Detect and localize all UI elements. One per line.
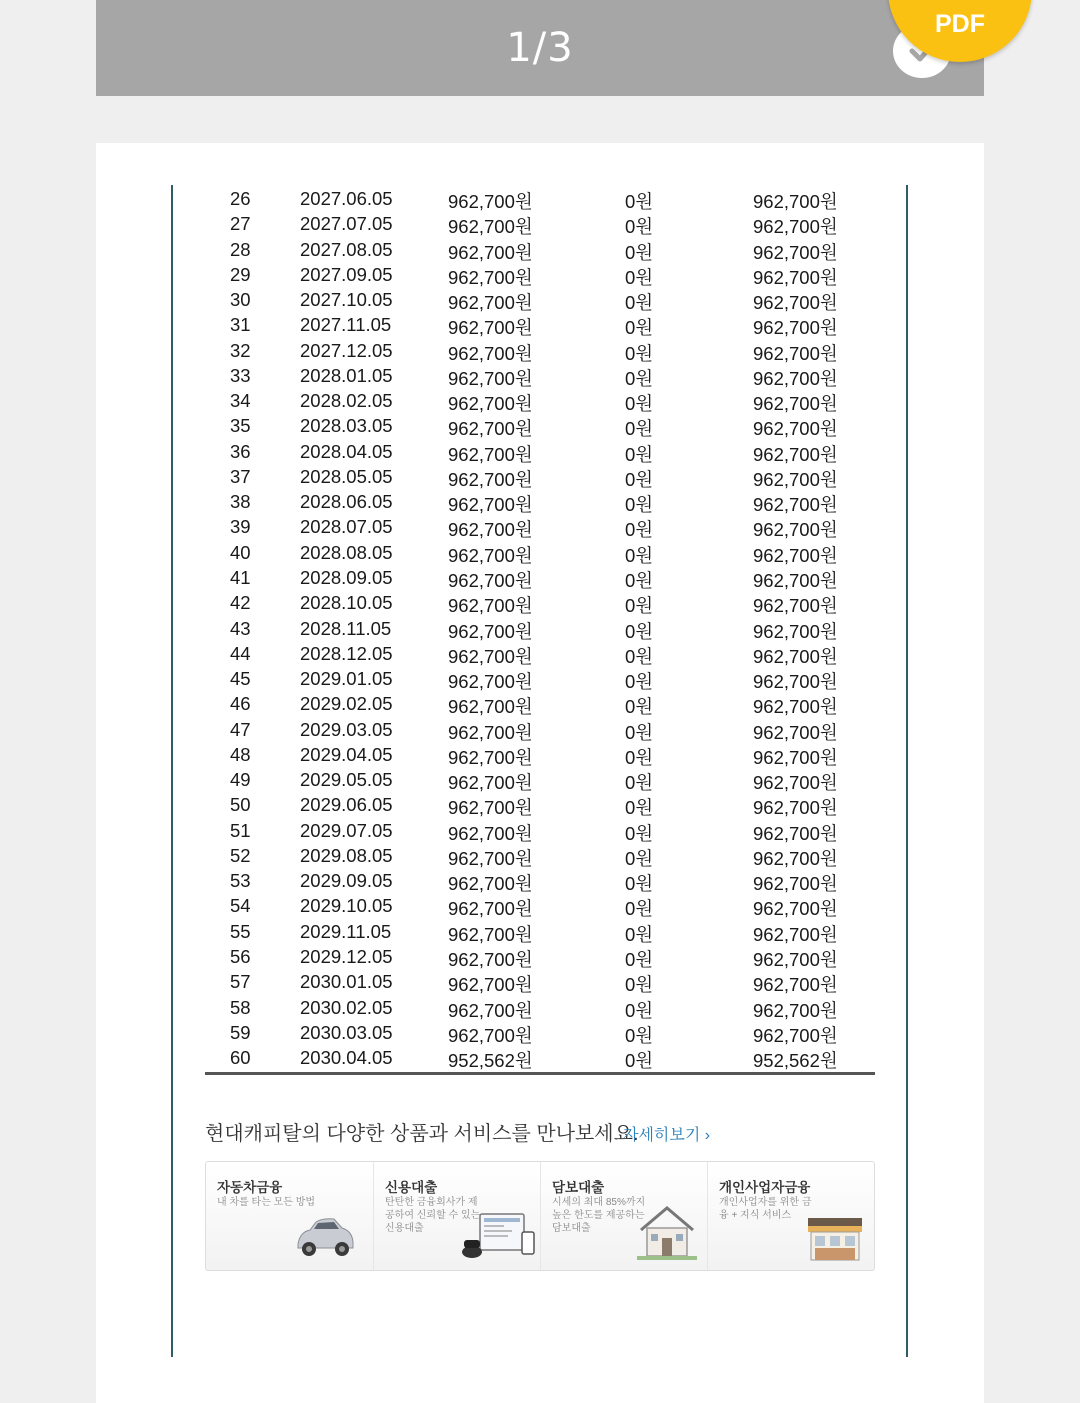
table-row (96, 1019, 984, 1044)
payment-date: 2028.08.05 (300, 541, 393, 563)
promo-card-title: 개인사업자금융 (719, 1180, 811, 1195)
payment-amount: 962,700원 (448, 645, 533, 667)
installment-number: 43 (230, 617, 251, 639)
installment-number: 52 (230, 844, 251, 866)
payment-date: 2030.02.05 (300, 996, 393, 1018)
payment-date: 2028.05.05 (300, 465, 393, 487)
total-amount: 962,700원 (753, 519, 838, 541)
table-row (96, 438, 984, 463)
promo-card-business[interactable] (707, 1162, 875, 1270)
payment-date: 2028.03.05 (300, 415, 393, 437)
table-row (96, 867, 984, 895)
extra-amount: 0원 (625, 595, 654, 617)
table-row (96, 463, 984, 488)
extra-amount: 0원 (625, 317, 654, 339)
table-row (96, 210, 984, 238)
total-amount: 962,700원 (753, 191, 838, 212)
table-row (96, 690, 984, 718)
payment-date: 2028.07.05 (300, 516, 393, 538)
payment-amount: 962,700원 (448, 468, 533, 490)
extra-amount: 0원 (625, 468, 654, 490)
repayment-schedule-table (96, 185, 984, 1072)
total-amount: 962,700원 (753, 216, 838, 238)
total-amount: 962,700원 (753, 266, 838, 288)
installment-number: 32 (230, 339, 251, 361)
payment-amount: 962,700원 (448, 772, 533, 794)
promo-card-desc: 시세의 최대 85%까지 높은 한도를 제공하는 담보대출 (552, 1197, 646, 1234)
installment-number: 41 (230, 566, 251, 588)
payment-date: 2027.10.05 (300, 289, 393, 311)
extra-amount: 0원 (625, 241, 654, 263)
installment-number: 57 (230, 971, 251, 993)
payment-amount: 962,700원 (448, 948, 533, 970)
extra-amount: 0원 (625, 746, 654, 768)
extra-amount: 0원 (625, 822, 654, 844)
payment-amount: 952,562원 (448, 1050, 533, 1072)
total-amount: 962,700원 (753, 696, 838, 718)
extra-amount: 0원 (625, 216, 654, 238)
promo-title: 현대캐피탈의 다양한 상품과 서비스를 만나보세요. (205, 1123, 639, 1145)
table-row (96, 615, 984, 640)
table-row (96, 311, 984, 339)
payment-date: 2027.11.05 (300, 314, 392, 336)
payment-date: 2028.11.05 (300, 617, 392, 639)
table-row (96, 286, 984, 314)
extra-amount: 0원 (625, 1050, 654, 1072)
total-amount: 962,700원 (753, 595, 838, 617)
extra-amount: 0원 (625, 620, 654, 642)
payment-date: 2029.03.05 (300, 718, 393, 740)
payment-date: 2029.11.05 (300, 920, 392, 942)
payment-amount: 962,700원 (448, 292, 533, 314)
promo-card-desc: 개인사업자를 위한 금융 + 지식 서비스 (719, 1197, 812, 1221)
table-bottom-rule (205, 1072, 875, 1075)
promo-card-title: 담보대출 (552, 1180, 605, 1195)
payment-amount: 962,700원 (448, 544, 533, 566)
payment-date: 2028.01.05 (300, 364, 393, 386)
total-amount: 962,700원 (753, 292, 838, 314)
installment-number: 34 (230, 390, 251, 412)
installment-number: 35 (230, 415, 251, 437)
payment-date: 2029.05.05 (300, 769, 393, 791)
total-amount: 962,700원 (753, 797, 838, 819)
installment-number: 58 (230, 996, 251, 1018)
extra-amount: 0원 (625, 847, 654, 869)
store-icon (806, 1216, 864, 1262)
payment-date: 2029.06.05 (300, 794, 393, 816)
table-row (96, 716, 984, 741)
extra-amount: 0원 (625, 923, 654, 945)
extra-amount: 0원 (625, 721, 654, 743)
extra-amount: 0원 (625, 645, 654, 667)
payment-amount: 962,700원 (448, 671, 533, 693)
extra-amount: 0원 (625, 544, 654, 566)
installment-number: 60 (230, 1047, 251, 1069)
installment-number: 42 (230, 592, 251, 614)
payment-date: 2028.09.05 (300, 566, 393, 588)
extra-amount: 0원 (625, 342, 654, 364)
installment-number: 53 (230, 870, 251, 892)
payment-amount: 962,700원 (448, 241, 533, 263)
extra-amount: 0원 (625, 418, 654, 440)
total-amount: 962,700원 (753, 620, 838, 642)
total-amount: 962,700원 (753, 1024, 838, 1046)
payment-amount: 962,700원 (448, 999, 533, 1021)
installment-number: 31 (230, 314, 251, 336)
total-amount: 962,700원 (753, 898, 838, 920)
installment-number: 29 (230, 263, 251, 285)
table-row (96, 665, 984, 693)
extra-amount: 0원 (625, 367, 654, 389)
table-row (96, 513, 984, 541)
table-row (96, 817, 984, 842)
table-row (96, 185, 984, 210)
payment-date: 2027.12.05 (300, 339, 393, 361)
extra-amount: 0원 (625, 999, 654, 1021)
document-page (96, 143, 984, 1403)
payment-date: 2027.09.05 (300, 263, 393, 285)
table-row (96, 766, 984, 794)
payment-date: 2028.04.05 (300, 440, 393, 462)
payment-amount: 962,700원 (448, 721, 533, 743)
payment-amount: 962,700원 (448, 443, 533, 465)
payment-amount: 962,700원 (448, 595, 533, 617)
viewer-toolbar (96, 0, 984, 96)
total-amount: 962,700원 (753, 847, 838, 869)
payment-amount: 962,700원 (448, 1024, 533, 1046)
payment-date: 2028.10.05 (300, 592, 393, 614)
installment-number: 40 (230, 541, 251, 563)
table-row (96, 1044, 984, 1072)
extra-amount: 0원 (625, 191, 654, 212)
payment-date: 2029.10.05 (300, 895, 393, 917)
extra-amount: 0원 (625, 797, 654, 819)
payment-amount: 962,700원 (448, 494, 533, 516)
extra-amount: 0원 (625, 519, 654, 541)
more-link[interactable]: 자세히보기 › (623, 1127, 711, 1144)
payment-amount: 962,700원 (448, 342, 533, 364)
page-indicator: 1/3 (506, 25, 574, 71)
payment-amount: 962,700원 (448, 519, 533, 541)
installment-number: 59 (230, 1021, 251, 1043)
table-row (96, 539, 984, 564)
promo-card-auto[interactable] (206, 1162, 373, 1270)
extra-amount: 0원 (625, 266, 654, 288)
total-amount: 962,700원 (753, 948, 838, 970)
total-amount: 962,700원 (753, 241, 838, 263)
installment-number: 51 (230, 819, 251, 841)
extra-amount: 0원 (625, 873, 654, 895)
installment-number: 26 (230, 188, 251, 209)
table-row (96, 261, 984, 286)
promo-card-desc: 탄탄한 금융회사가 제공하여 신뢰할 수 있는 신용대출 (385, 1197, 481, 1234)
payment-amount: 962,700원 (448, 923, 533, 945)
installment-number: 27 (230, 213, 251, 235)
payment-amount: 962,700원 (448, 418, 533, 440)
installment-number: 54 (230, 895, 251, 917)
promo-banner (205, 1161, 875, 1271)
installment-number: 55 (230, 920, 251, 942)
payment-date: 2029.02.05 (300, 693, 393, 715)
total-amount: 962,700원 (753, 746, 838, 768)
installment-number: 28 (230, 238, 251, 260)
payment-amount: 962,700원 (448, 317, 533, 339)
extra-amount: 0원 (625, 569, 654, 591)
extra-amount: 0원 (625, 671, 654, 693)
payment-date: 2029.04.05 (300, 743, 393, 765)
table-row (96, 412, 984, 440)
table-row (96, 640, 984, 665)
promo-card-desc: 내 차를 타는 모든 방법 (217, 1197, 316, 1208)
payment-amount: 962,700원 (448, 569, 533, 591)
payment-date: 2028.02.05 (300, 390, 393, 412)
payment-date: 2027.07.05 (300, 213, 393, 235)
payment-date: 2029.07.05 (300, 819, 393, 841)
total-amount: 962,700원 (753, 873, 838, 895)
payment-date: 2029.12.05 (300, 945, 393, 967)
payment-amount: 962,700원 (448, 191, 533, 212)
promo-card-secured[interactable] (540, 1162, 708, 1270)
table-row (96, 943, 984, 968)
payment-amount: 962,700원 (448, 367, 533, 389)
total-amount: 962,700원 (753, 494, 838, 516)
table-row (96, 488, 984, 516)
installment-number: 30 (230, 289, 251, 311)
payment-date: 2030.01.05 (300, 971, 393, 993)
total-amount: 962,700원 (753, 418, 838, 440)
table-row (96, 741, 984, 766)
installment-number: 37 (230, 465, 251, 487)
payment-date: 2029.08.05 (300, 844, 393, 866)
extra-amount: 0원 (625, 292, 654, 314)
table-row (96, 918, 984, 943)
installment-number: 50 (230, 794, 251, 816)
table-row (96, 337, 984, 362)
payment-amount: 962,700원 (448, 797, 533, 819)
installment-number: 47 (230, 718, 251, 740)
total-amount: 962,700원 (753, 393, 838, 415)
total-amount: 962,700원 (753, 671, 838, 693)
total-amount: 962,700원 (753, 544, 838, 566)
extra-amount: 0원 (625, 696, 654, 718)
total-amount: 962,700원 (753, 367, 838, 389)
table-row (96, 994, 984, 1019)
extra-amount: 0원 (625, 443, 654, 465)
total-amount: 962,700원 (753, 317, 838, 339)
installment-number: 38 (230, 491, 251, 513)
installment-number: 39 (230, 516, 251, 538)
promo-card-title: 신용대출 (385, 1180, 438, 1195)
payment-amount: 962,700원 (448, 974, 533, 996)
payment-date: 2030.03.05 (300, 1021, 393, 1043)
payment-amount: 962,700원 (448, 266, 533, 288)
extra-amount: 0원 (625, 393, 654, 415)
table-row (96, 236, 984, 261)
installment-number: 36 (230, 440, 251, 462)
installment-number: 48 (230, 743, 251, 765)
promo-card-title: 자동차금융 (217, 1180, 283, 1195)
table-row (96, 842, 984, 867)
pdf-label: PDF (935, 10, 985, 38)
total-amount: 962,700원 (753, 645, 838, 667)
total-amount: 962,700원 (753, 822, 838, 844)
payment-amount: 962,700원 (448, 216, 533, 238)
total-amount: 962,700원 (753, 342, 838, 364)
payment-date: 2028.06.05 (300, 491, 393, 513)
extra-amount: 0원 (625, 974, 654, 996)
payment-amount: 962,700원 (448, 873, 533, 895)
table-row (96, 968, 984, 996)
payment-amount: 962,700원 (448, 822, 533, 844)
payment-date: 2027.06.05 (300, 188, 393, 209)
payment-date: 2027.08.05 (300, 238, 393, 260)
total-amount: 962,700원 (753, 999, 838, 1021)
payment-date: 2029.01.05 (300, 668, 393, 690)
table-row (96, 589, 984, 617)
extra-amount: 0원 (625, 494, 654, 516)
payment-amount: 962,700원 (448, 847, 533, 869)
payment-date: 2028.12.05 (300, 642, 393, 664)
payment-amount: 962,700원 (448, 746, 533, 768)
total-amount: 962,700원 (753, 443, 838, 465)
total-amount: 962,700원 (753, 569, 838, 591)
table-row (96, 387, 984, 415)
table-row (96, 791, 984, 819)
total-amount: 962,700원 (753, 923, 838, 945)
total-amount: 962,700원 (753, 974, 838, 996)
payment-date: 2029.09.05 (300, 870, 393, 892)
installment-number: 49 (230, 769, 251, 791)
total-amount: 962,700원 (753, 468, 838, 490)
payment-amount: 962,700원 (448, 696, 533, 718)
total-amount: 962,700원 (753, 721, 838, 743)
installment-number: 33 (230, 364, 251, 386)
payment-amount: 962,700원 (448, 898, 533, 920)
payment-date: 2030.04.05 (300, 1047, 393, 1069)
house-icon (637, 1204, 697, 1262)
total-amount: 952,562원 (753, 1050, 838, 1072)
total-amount: 962,700원 (753, 772, 838, 794)
table-row (96, 564, 984, 589)
extra-amount: 0원 (625, 948, 654, 970)
installment-number: 56 (230, 945, 251, 967)
car-icon (292, 1210, 358, 1262)
extra-amount: 0원 (625, 898, 654, 920)
installment-number: 45 (230, 668, 251, 690)
extra-amount: 0원 (625, 1024, 654, 1046)
promo-card-credit[interactable] (373, 1162, 541, 1270)
extra-amount: 0원 (625, 772, 654, 794)
installment-number: 46 (230, 693, 251, 715)
installment-number: 44 (230, 642, 251, 664)
devices-icon (460, 1210, 538, 1264)
payment-amount: 962,700원 (448, 393, 533, 415)
payment-amount: 962,700원 (448, 620, 533, 642)
table-row (96, 362, 984, 387)
table-row (96, 892, 984, 920)
